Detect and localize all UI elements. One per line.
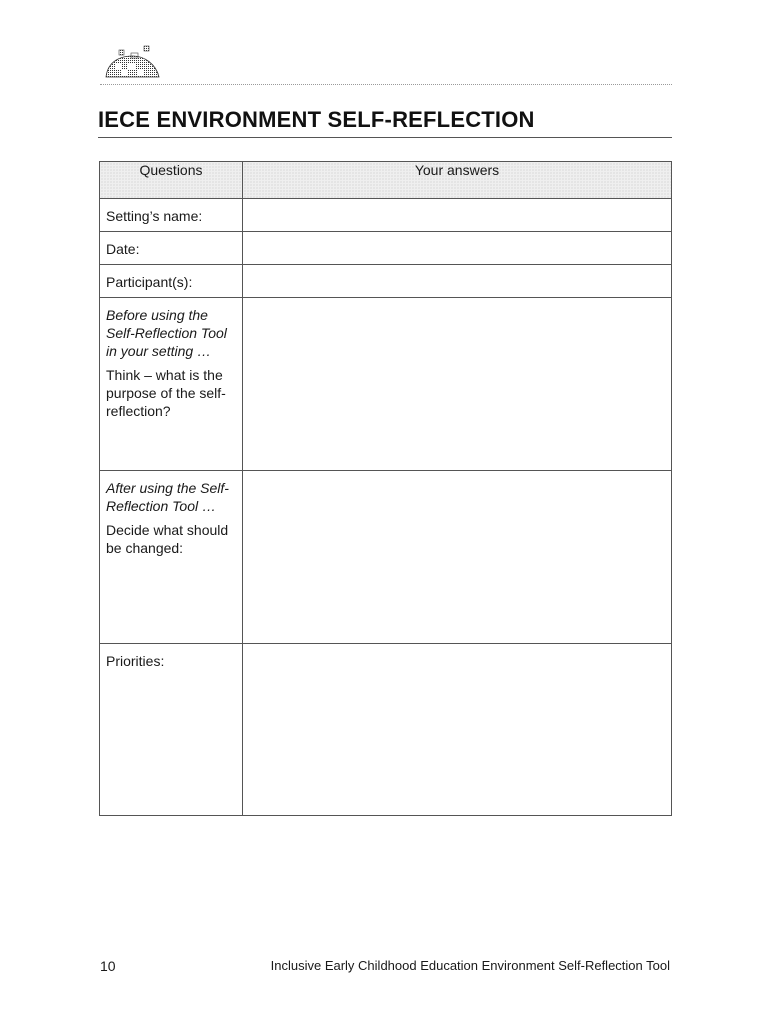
question-cell [100, 199, 243, 232]
before-answer-field[interactable] [243, 298, 672, 471]
footer-document-title: Inclusive Early Childhood Education Environment Self-Reflection Tool [270, 958, 670, 973]
participants-label: Participant(s): [106, 274, 193, 290]
priorities-answer-field[interactable] [243, 644, 672, 816]
before-question-label: Think – what is the purpose of the self-reflection? [106, 367, 226, 419]
date-answer-field[interactable] [243, 232, 672, 265]
after-answer-field[interactable] [243, 471, 672, 644]
table-row [100, 232, 672, 265]
page-number: 10 [100, 958, 116, 974]
settings-name-label: Setting’s name: [106, 208, 203, 224]
question-cell [100, 232, 243, 265]
settings-name-answer-field[interactable] [243, 199, 672, 232]
self-reflection-table [99, 161, 672, 816]
date-label: Date: [106, 241, 140, 257]
header-divider [100, 84, 672, 85]
table-row [100, 471, 672, 644]
before-intro-label: Before using the Self-Reflection Tool in your setting … [106, 307, 227, 359]
agency-logo-icon [100, 44, 162, 78]
after-intro-label: After using the Self-Reflection Tool … [106, 480, 229, 514]
table-row [100, 199, 672, 232]
questions-header: Questions [100, 162, 243, 199]
answers-header: Your answers [243, 162, 672, 199]
question-cell [100, 298, 243, 471]
question-cell [100, 265, 243, 298]
page-title: IECE ENVIRONMENT SELF-REFLECTION [98, 107, 535, 132]
question-cell [100, 644, 243, 816]
after-question-label: Decide what should be changed: [106, 522, 229, 556]
table-row [100, 644, 672, 816]
table-row [100, 265, 672, 298]
table-row [100, 298, 672, 471]
title-underline [98, 137, 672, 138]
priorities-label: Priorities: [106, 653, 165, 669]
table-header-row [100, 162, 672, 199]
question-cell [100, 471, 243, 644]
participants-answer-field[interactable] [243, 265, 672, 298]
